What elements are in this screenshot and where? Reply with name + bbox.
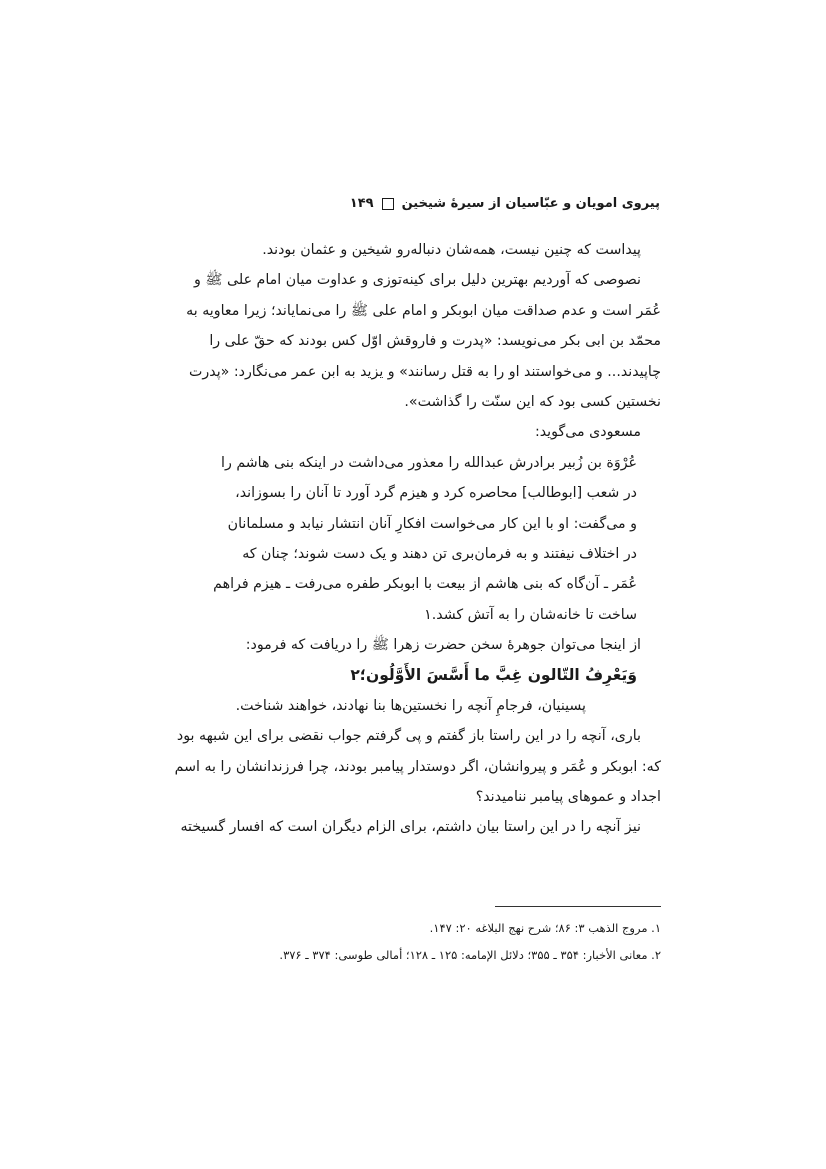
- translation-line: پسینیان، فرجامِ آنچه را نخستین‌ها بنا نهادند، خواهند شناخت.: [235, 697, 586, 714]
- page-number: ۱۴۹: [349, 196, 374, 211]
- text-line: محمّد بن ابی بکر می‌نویسد: «پدرت و فاروقش اوّل کس بودند که حقّ علی را: [209, 333, 661, 350]
- text-line: عُمَر است و عدم صداقت میان ابوبکر و امام علی ﷺ را می‌نمایاند؛ زیرا معاویه به: [186, 302, 661, 319]
- text-line: باری، آنچه را در این راستا باز گفتم و پی گرفتم جواب نقضی برای این شبهه بود: [176, 728, 641, 745]
- text-line: اجداد و عموهای پیامبر ننامیدند؟: [475, 789, 661, 806]
- square-ornament-icon: [382, 198, 394, 210]
- running-title: پیروی امویان و عبّاسیان از سیرهٔ شیخین: [401, 196, 660, 211]
- footnotes: [165, 915, 661, 969]
- text-line: که: ابوبکر و عُمَر و پیروانشان، اگر دوستدار پیامبر بودند، چرا فرزندانشان را به اسم: [174, 758, 661, 775]
- footnote-divider: [495, 906, 661, 907]
- text-line: مسعودی می‌گوید:: [534, 424, 641, 441]
- quote-line: در شعب [ابوطالب] محاصره کرد و هیزم گرد آورد تا آنان را بسوزاند،: [235, 485, 637, 502]
- quote-line: عُرْوَة بن زُبیر برادرش عبدالله را معذور می‌داشت در اینکه بنی هاشم را: [221, 454, 637, 471]
- quote-line: و می‌گفت: او با این کار می‌خواست افکارِ آنان انتشار نیابد و مسلمانان: [227, 515, 637, 532]
- text-line: چاپیدند... و می‌خواستند او را به قتل رسانند» و یزید به ابن عمر می‌نگارد: «پدرت: [189, 363, 661, 380]
- quote-line: ساخت تا خانه‌شان را به آتش کشد.۱: [424, 606, 637, 623]
- quote-line: در اختلاف نیفتند و به فرمان‌بری تن دهند و یک دست شوند؛ چنان که: [242, 545, 637, 562]
- text-line: نیز آنچه را در این راستا بیان داشتم، برای الزام دیگران است که افسار گسیخته: [180, 819, 641, 836]
- footnote: ۲. معانی الأخبار: ۳۵۴ ـ ۳۵۵؛ دلائل الإمامه: ۱۲۵ ـ ۱۲۸؛ أمالی طوسی: ۳۷۴ ـ ۳۷۶.: [279, 948, 661, 962]
- text-line: نخستین کسی بود که این سنّت را گذاشت».: [404, 393, 661, 410]
- text-line: پیداست که چنین نیست، همه‌شان دنباله‌رو شیخین و عثمان بودند.: [262, 242, 641, 258]
- main-text: [165, 235, 661, 843]
- footnote: ۱. مروج الذهب ۳: ۸۶؛ شرح نهج البلاغه ۲۰: ۱۴۷.: [429, 921, 661, 935]
- arabic-quote: وَيَعْرِفُ التّالون غِبَّ ما أَسَّسَ الأَوَّلُون؛۲: [350, 666, 637, 685]
- text-line: نصوصی که آوردیم بهترین دلیل برای کینه‌توزی و عداوت میان امام علی ﷺ و: [194, 272, 641, 289]
- text-line: از اینجا می‌توان جوهرهٔ سخن حضرت زهرا ﷺ را دریافت که فرمود:: [245, 637, 641, 654]
- running-header: [350, 196, 660, 211]
- quote-line: عُمَر ـ آن‌گاه که بنی هاشم از بیعت با ابوبکر طفره می‌رفت ـ هیزم فراهم: [213, 576, 637, 593]
